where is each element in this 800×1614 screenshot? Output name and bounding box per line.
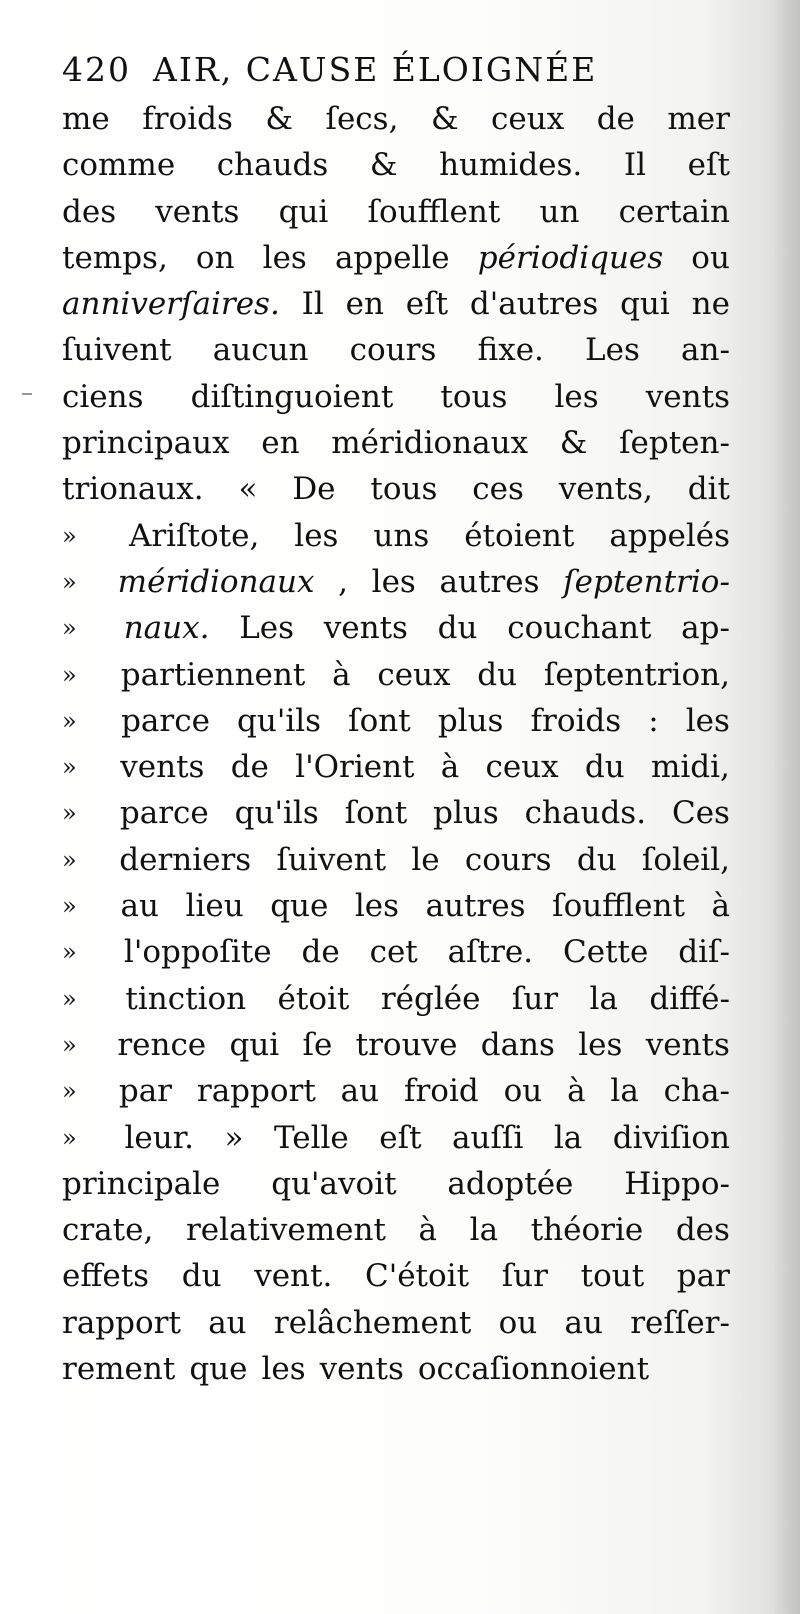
- word: tous: [440, 378, 508, 415]
- word: l'Orient: [295, 749, 415, 786]
- word: les: [554, 378, 599, 415]
- text-line: [62, 652, 730, 698]
- word: diffé-: [649, 980, 730, 1017]
- quote-margin-mark: »: [62, 892, 77, 921]
- text-line: [62, 883, 730, 929]
- margin-mark: [22, 393, 32, 395]
- word: lieu: [185, 888, 244, 925]
- word: vents: [645, 1026, 730, 1063]
- word: de: [230, 749, 269, 786]
- word: ces: [472, 471, 524, 508]
- word: les: [685, 702, 730, 739]
- word: les: [371, 563, 416, 600]
- word: des: [62, 193, 117, 230]
- word: appelle: [334, 239, 450, 276]
- word: naux.: [123, 610, 210, 647]
- word: ap-: [681, 610, 730, 647]
- word: crate,: [62, 1212, 154, 1249]
- word: parce: [121, 702, 210, 739]
- word: vents: [319, 1351, 404, 1388]
- word: cours: [349, 332, 437, 369]
- word: reſſer-: [630, 1304, 730, 1341]
- word: en: [345, 286, 384, 323]
- text-line: [62, 1068, 730, 1114]
- body-text: [62, 96, 730, 1392]
- running-title: AIR, CAUSE ÉLOIGNÉE: [153, 50, 598, 89]
- word: autres: [425, 888, 526, 925]
- word: De: [292, 471, 336, 508]
- word: cet: [369, 934, 418, 971]
- word: ſoufflent: [367, 193, 501, 230]
- word: uns: [373, 517, 430, 554]
- word: les: [294, 517, 339, 554]
- word: les: [261, 1351, 306, 1388]
- word: anniverſaires.: [62, 286, 280, 323]
- word: ,: [338, 563, 348, 600]
- text-line: [62, 1161, 730, 1207]
- word: rapport: [62, 1304, 181, 1341]
- word: de: [596, 101, 635, 137]
- text-line: [62, 1207, 730, 1253]
- word: Telle: [273, 1119, 349, 1156]
- word: tout: [580, 1258, 645, 1295]
- word: réglée: [380, 980, 481, 1017]
- word: ciens: [62, 378, 144, 415]
- text-line: [62, 1300, 730, 1346]
- word: les: [262, 239, 307, 276]
- word: du: [584, 749, 625, 786]
- word: :: [648, 702, 659, 739]
- word: froids: [142, 101, 233, 137]
- text-line: [62, 420, 730, 466]
- word: vents,: [558, 471, 653, 508]
- word: la: [469, 1212, 499, 1249]
- word: ſuivent: [276, 841, 387, 878]
- word: occaſionnoient: [417, 1351, 650, 1388]
- word: la: [553, 1119, 583, 1156]
- word: ſepten-: [619, 425, 730, 462]
- word: ne: [691, 286, 730, 323]
- text-line: [62, 790, 730, 836]
- word: mer: [667, 101, 730, 137]
- word: un: [539, 193, 580, 230]
- word: rapport: [196, 1073, 316, 1110]
- text-line: [62, 281, 730, 327]
- word: me: [62, 101, 110, 137]
- word: humides.: [439, 147, 583, 184]
- running-header: [62, 44, 642, 96]
- word: eſt: [379, 1119, 422, 1156]
- word: Les: [239, 610, 295, 647]
- text-line: [62, 513, 730, 559]
- word: ſoleil,: [641, 841, 730, 878]
- word: principaux: [62, 425, 230, 462]
- word: périodiques: [477, 239, 664, 276]
- word: méridionaux: [117, 563, 315, 600]
- word: relâchement: [273, 1304, 472, 1341]
- word: diviſion: [612, 1119, 730, 1156]
- text-line: [62, 374, 730, 420]
- quote-margin-mark: »: [62, 1030, 77, 1059]
- word: du: [181, 1258, 222, 1295]
- word: ſur: [501, 1258, 548, 1295]
- word: dit: [687, 471, 730, 508]
- word: les: [578, 1026, 623, 1063]
- word: fixe.: [477, 332, 544, 369]
- word: trouve: [355, 1026, 458, 1063]
- quote-margin-mark: »: [62, 984, 77, 1013]
- word: au: [564, 1304, 603, 1341]
- word: du: [437, 610, 478, 647]
- word: eſt: [687, 147, 730, 184]
- text-line: [62, 744, 730, 790]
- text-line: [62, 929, 730, 975]
- word: ou: [498, 1304, 538, 1341]
- word: ſur: [511, 980, 559, 1017]
- word: tinction: [125, 980, 247, 1017]
- word: du: [477, 656, 518, 693]
- word: au: [120, 888, 159, 925]
- quote-margin-mark: »: [62, 1123, 77, 1152]
- word: parce: [119, 795, 209, 832]
- text-line: [62, 698, 730, 744]
- word: Hippo-: [624, 1165, 730, 1202]
- text-line: [62, 96, 730, 142]
- word: trionaux.: [62, 471, 204, 508]
- word: Il: [301, 286, 324, 323]
- word: en: [261, 425, 300, 462]
- word: comme: [62, 147, 176, 184]
- word: qui: [229, 1026, 280, 1063]
- word: à: [567, 1073, 586, 1110]
- word: effets: [62, 1258, 150, 1295]
- word: Les: [585, 332, 640, 369]
- word: que: [189, 1351, 248, 1388]
- text-line: [62, 142, 730, 188]
- text-line: [62, 189, 730, 235]
- page-gutter-shadow: [774, 0, 800, 1614]
- word: ſont: [344, 795, 408, 832]
- word: ou: [691, 239, 730, 276]
- word: couchant: [507, 610, 652, 647]
- word: relativement: [185, 1212, 386, 1249]
- word: diſ-: [678, 934, 730, 971]
- word: on: [195, 239, 235, 276]
- text-line: [62, 327, 730, 373]
- word: auſſi: [452, 1119, 524, 1156]
- word: adoptée: [447, 1165, 574, 1202]
- text-line: [62, 1253, 730, 1299]
- quote-margin-mark: »: [62, 799, 77, 828]
- word: cours: [464, 841, 552, 878]
- word: qui: [620, 286, 670, 323]
- word: ſuivent: [62, 332, 172, 369]
- word: partiennent: [120, 656, 306, 693]
- word: rence: [117, 1026, 207, 1063]
- word: aucun: [212, 332, 309, 369]
- word: «: [238, 471, 258, 508]
- word: ſe: [302, 1026, 333, 1063]
- text-line: [62, 1115, 730, 1161]
- word: ceux: [491, 101, 565, 137]
- word: vent.: [254, 1258, 333, 1295]
- word: midi,: [650, 749, 730, 786]
- quote-margin-mark: »: [62, 938, 77, 967]
- text-line: [62, 976, 730, 1022]
- word: cha-: [663, 1073, 730, 1110]
- word: par: [676, 1258, 730, 1295]
- word: Il: [623, 147, 647, 184]
- word: froids: [530, 702, 622, 739]
- word: dans: [480, 1026, 555, 1063]
- quote-margin-mark: »: [62, 1077, 77, 1106]
- word: &: [369, 147, 398, 184]
- text-line: [62, 466, 730, 512]
- word: ſeptentrion,: [543, 656, 730, 693]
- word: vents: [120, 749, 205, 786]
- word: diſtinguoient: [190, 378, 394, 415]
- word: eſt: [405, 286, 449, 323]
- word: la: [589, 980, 618, 1017]
- word: d'autres: [469, 286, 599, 323]
- word: qu'ils: [234, 795, 319, 832]
- word: temps,: [62, 239, 168, 276]
- text-line: [62, 605, 730, 651]
- word: rement: [62, 1351, 176, 1388]
- word: plus: [437, 702, 504, 739]
- word: C'étoit: [364, 1258, 470, 1295]
- word: &: [430, 101, 459, 137]
- word: de: [301, 934, 340, 971]
- word: à: [332, 656, 351, 693]
- text-line: [62, 1346, 730, 1392]
- page-number: 420: [62, 50, 131, 89]
- word: au: [208, 1304, 247, 1341]
- word: ſont: [348, 702, 411, 739]
- word: que: [270, 888, 329, 925]
- word: qui: [278, 193, 329, 230]
- word: vents: [155, 193, 240, 230]
- quote-margin-mark: »: [62, 614, 77, 643]
- word: l'oppoſite: [123, 934, 272, 971]
- text-line: [62, 559, 730, 605]
- word: au: [340, 1073, 380, 1110]
- word: aſtre.: [447, 934, 534, 971]
- word: ceux: [485, 749, 559, 786]
- word: méridionaux: [331, 425, 529, 462]
- word: à: [440, 749, 460, 786]
- word: plus: [433, 795, 499, 832]
- word: vents: [645, 378, 730, 415]
- word: &: [265, 101, 293, 137]
- word: chauds.: [524, 795, 647, 832]
- text-line: [62, 235, 730, 281]
- text-line: [62, 837, 730, 883]
- word: ſeptentrio-: [563, 563, 730, 600]
- word: qu'avoit: [271, 1165, 397, 1202]
- word: ſecs,: [325, 101, 399, 137]
- word: par: [118, 1073, 173, 1110]
- word: ſoufflent: [552, 888, 685, 925]
- word: ou: [503, 1073, 543, 1110]
- word: Cette: [563, 934, 649, 971]
- word: certain: [618, 193, 730, 230]
- word: des: [675, 1212, 730, 1249]
- word: théorie: [530, 1212, 644, 1249]
- text-line: [62, 1022, 730, 1068]
- word: étoit: [277, 980, 350, 1017]
- word: appelés: [609, 517, 730, 554]
- word: &: [559, 425, 588, 462]
- word: leur.: [124, 1119, 194, 1156]
- word: tous: [370, 471, 438, 508]
- word: derniers: [119, 841, 252, 878]
- word: la: [610, 1073, 639, 1110]
- word: vents: [323, 610, 408, 647]
- word: du: [576, 841, 617, 878]
- quote-margin-mark: »: [62, 753, 77, 782]
- word: étoient: [464, 517, 575, 554]
- word: an-: [681, 332, 730, 369]
- word: ceux: [377, 656, 451, 693]
- word: chauds: [216, 147, 329, 184]
- word: les: [354, 888, 400, 925]
- word: Ces: [671, 795, 730, 832]
- word: à: [711, 888, 730, 925]
- word: froid: [403, 1073, 479, 1110]
- quote-margin-mark: »: [62, 660, 77, 689]
- quote-margin-mark: »: [62, 567, 77, 596]
- word: qu'ils: [237, 702, 322, 739]
- word: principale: [62, 1165, 221, 1202]
- quote-margin-mark: »: [62, 845, 77, 874]
- quote-margin-mark: »: [62, 521, 77, 550]
- word: le: [411, 841, 440, 878]
- word: à: [418, 1212, 438, 1249]
- word: autres: [439, 563, 540, 600]
- word: Ariſtote,: [128, 517, 260, 554]
- word: »: [224, 1119, 244, 1156]
- quote-margin-mark: »: [62, 706, 77, 735]
